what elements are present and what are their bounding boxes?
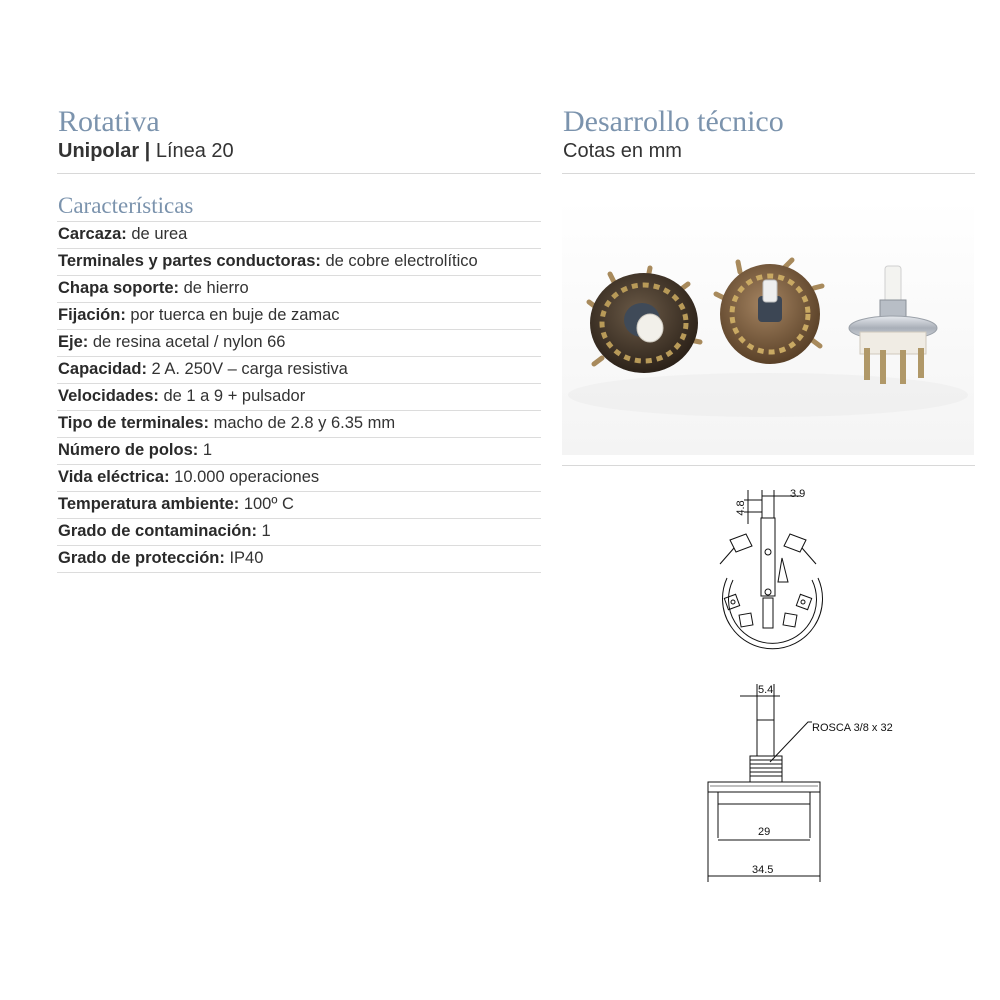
spec-value: por tuerca en buje de zamac: [125, 306, 340, 324]
spec-label: Temperatura ambiente:: [58, 495, 240, 513]
dim-vertical-label: 4.8: [735, 500, 747, 516]
spec-value: 10.000 operaciones: [169, 468, 320, 486]
spec-value: de urea: [126, 225, 188, 243]
spec-label: Chapa soporte:: [58, 279, 180, 297]
spec-row: [57, 492, 541, 519]
dim-shaft-label: 5.4: [758, 684, 774, 696]
spec-row: [57, 249, 541, 276]
spec-label: Fijación:: [58, 306, 126, 324]
spec-label: Tipo de terminales:: [58, 414, 209, 432]
spec-row: [57, 276, 541, 303]
spec-value: de cobre electrolítico: [320, 252, 478, 270]
technical-subtitle: Cotas en mm: [563, 140, 682, 162]
spec-value: 100º C: [239, 495, 294, 513]
thread-label: ROSCA 3/8 x 32: [812, 722, 893, 734]
spec-label: Grado de contaminación:: [58, 522, 257, 540]
spec-row: [57, 546, 541, 573]
dim-outer-label: 34.5: [752, 864, 774, 876]
spec-label: Grado de protección:: [58, 549, 225, 567]
spec-row: [57, 438, 541, 465]
spec-value: de resina acetal / nylon 66: [88, 333, 286, 351]
spec-row: [57, 519, 541, 546]
spec-row: [57, 357, 541, 384]
spec-value: macho de 2.8 y 6.35 mm: [208, 414, 396, 432]
spec-row: [57, 330, 541, 357]
spec-row: [57, 222, 541, 249]
technical-title: Desarrollo técnico: [563, 105, 784, 138]
spec-row: [57, 303, 541, 330]
characteristics-list: [57, 221, 541, 573]
spec-label: Eje:: [58, 333, 89, 351]
spec-label: Vida eléctrica:: [58, 468, 170, 486]
spec-label: Carcaza:: [58, 225, 127, 243]
spec-row: [57, 384, 541, 411]
characteristics-heading: Características: [58, 193, 194, 218]
spec-label: Número de polos:: [58, 441, 199, 459]
spec-label: Velocidades:: [58, 387, 159, 405]
spec-value: 2 A. 250V – carga resistiva: [146, 360, 348, 378]
left-header-divider: [57, 173, 541, 174]
front-view-drawing: [700, 478, 840, 653]
spec-value: 1: [256, 522, 271, 540]
product-subtitle-line: Línea 20: [150, 140, 234, 162]
spec-row: [57, 465, 541, 492]
spec-value: IP40: [224, 549, 264, 567]
dim-inner-label: 29: [758, 826, 771, 838]
spec-row: [57, 411, 541, 438]
side-view-drawing: [700, 678, 930, 886]
spec-label: Terminales y partes conductoras:: [58, 252, 321, 270]
right-header-divider: [562, 173, 975, 174]
dim-horizontal-label: 3.9: [790, 488, 806, 500]
spec-value: 1: [198, 441, 213, 459]
spec-value: de 1 a 9 + pulsador: [158, 387, 306, 405]
product-subtitle-bold: Unipolar |: [58, 140, 151, 162]
product-title: Rotativa: [58, 105, 160, 138]
product-subtitle: [58, 141, 234, 161]
spec-label: Capacidad:: [58, 360, 147, 378]
photo-divider: [562, 465, 975, 466]
product-photo: [562, 200, 974, 455]
spec-value: de hierro: [179, 279, 249, 297]
